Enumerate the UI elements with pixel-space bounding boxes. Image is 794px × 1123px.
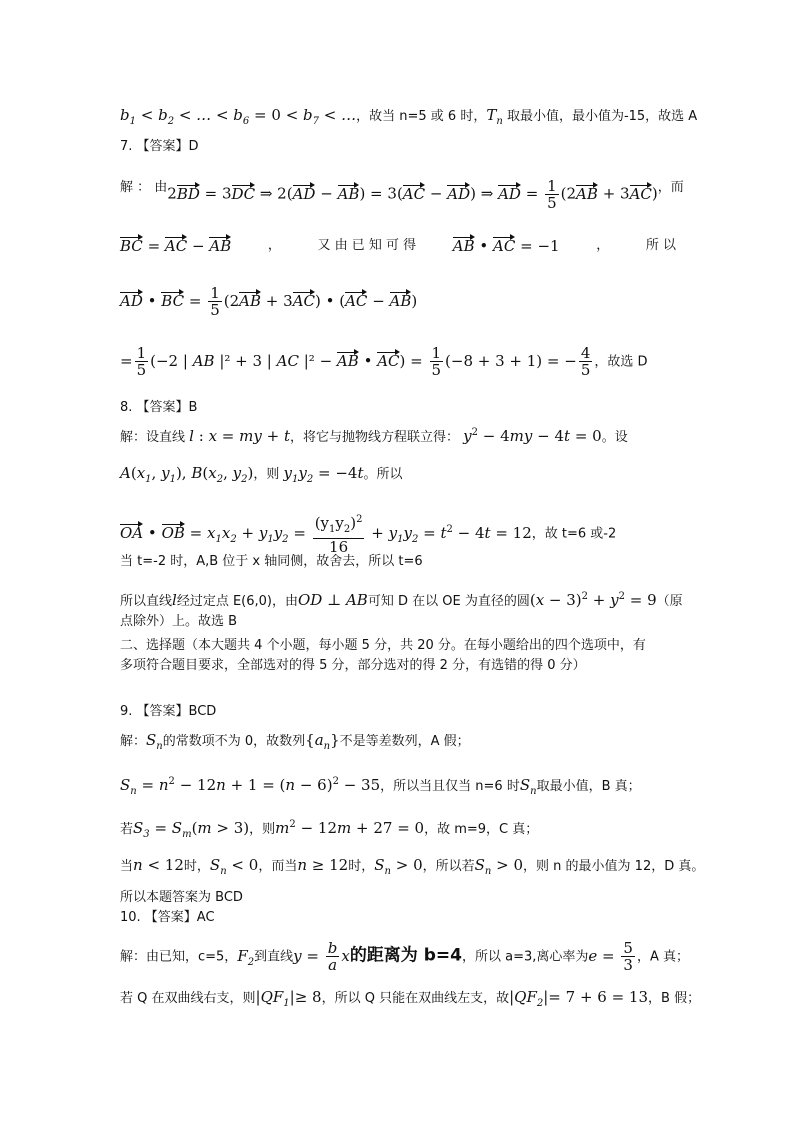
math-n-lt-12: n < 12: [133, 856, 184, 874]
math-bc: BC = AC − AB: [120, 237, 232, 255]
q9-line-4: 当n < 12时，$S_n < 0$，而当n ≥ 12时，$S_n > 0$，所以若$S_n > 0$，则 n 的最小值为 12，D 真。: [120, 856, 705, 877]
math-ab-dot-ac: AB • AC = −1: [452, 237, 560, 255]
math-oa-dot-ob: OA • OB = $x_1x_2 + y_1y_2$ = $\frac{(y_1y_2)^2}{16}$ + $y_1y_2 = t^2 - 4t = 12$: [120, 514, 532, 556]
math-m-eq: $m^2 - 12m + 27 = 0$: [275, 819, 425, 837]
math-circle-eq: $(x - 3)^2 + y^2 = 9$: [529, 591, 657, 609]
math-f2: $F_2$: [237, 946, 255, 968]
math-tn: $T_n$: [486, 106, 503, 127]
math-sn-2: $S_n$: [519, 776, 537, 797]
math-n-ge-12: n ≥ 12: [297, 856, 349, 874]
math-q7-result: = $\frac{1}{5}$ (−2 | AB |² + 3 | AC |² − AB • AC) = $\frac{1}{5}$ (−8 + 3 + 1) = − $\frac{4}{5}$: [120, 344, 591, 379]
math-sn: $S_n$: [146, 731, 163, 752]
math-ad-dot-bc: AD • BC = $\frac{1}{5}$ (2AB + 3AC) • (AC − AB): [120, 284, 418, 319]
q10-line-2: 若 Q 在双曲线右支，则$|QF_1|\ge 8$，所以 Q 只能在双曲线左支，故$|QF_2|= 7 + 6 = 13$，B 假；: [120, 988, 701, 1009]
q7-line-3: [120, 285, 680, 318]
q7-line-1: 解 ： 由 2BD = 3DC ⇒ 2(AD − AB) = 3(AC − AD) ⇒ AD = $\frac{1}{5}$ (2AB + 3AC) ， 而: [120, 177, 684, 212]
q9-line-2: $S_n = n^2 - 12n + 1 = (n - 6)^2 - 35$，所以当且仅当 n=6 时$S_n$取最小值，B 真；: [120, 776, 641, 797]
math-points-ab: $A(x_1$, $y_1$), $B(x_2$, $y_2$): [120, 464, 254, 485]
math-q7-vector-eq: 2BD = 3DC ⇒ 2(AD − AB) = 3(AC − AD) ⇒ AD = $\frac{1}{5}$ (2AB + 3AC): [167, 177, 658, 212]
q8-line-6: 点除外）上。故选 B: [120, 614, 238, 629]
q7-line-2: BC = AC − AB ， 又 由 已 知 可 得 AB • AC = −1 ， 所 以: [120, 237, 676, 255]
section-2-line-1: 二、选择题（本大题共 4 个小题，每小题 5 分，共 20 分。在每小题给出的四个选项中，有: [120, 638, 646, 653]
q7-heading: 7. 【答案】D: [120, 139, 199, 154]
q9-line-5: 所以本题答案为 BCD: [120, 890, 243, 905]
q8-line-1: 解：设直线 l : x = my + t，将它与抛物线方程联立得： $y^2 - 4my - 4t = 0$。设: [120, 427, 628, 445]
math-od-perp-ab: OD ⊥ AB: [298, 591, 368, 609]
q8-line-5: 所以直线l经过定点 E(6,0)，由OD ⊥ AB可知 D 在以 OE 为直径的圆$(x - 3)^2 + y^2 = 9$（原: [120, 591, 683, 609]
math-sn-lt-0: $S_n < 0$: [209, 856, 259, 877]
q8-line-2: $A(x_1$, $y_1$), $B(x_2$, $y_2$)，则 $y_1y_2 = -4t$。所以: [120, 464, 403, 485]
q8-heading: 8. 【答案】B: [120, 400, 198, 415]
math-qf1: $|QF_1|\ge 8$: [255, 988, 322, 1009]
math-l: l: [172, 591, 177, 609]
math-eccentricity: e = $\frac{5}{3}$: [588, 939, 633, 974]
line-1: $b_1 < b_2$ < … < $b_6 = 0 < b_7$ < …，故当 n=5 或 6 时，$T_n$ 取最小值，最小值为-15，故选 A: [120, 106, 698, 127]
math-sn-gt-0-2: $S_n > 0$: [474, 856, 524, 877]
math-line-l: l : x = my + t: [189, 427, 290, 445]
math-y1y2: $y_1y_2 = -4t$: [283, 464, 364, 485]
section-2-line-2: 多项符合题目要求，全部选对的得 5 分，部分选对的得 2 分，有选错的得 0 分）: [120, 658, 586, 673]
math-qf2: $|QF_2|= 7 + 6 = 13$: [509, 988, 649, 1009]
math-asymptote: y = $\frac{b}{a}$ x: [293, 939, 350, 974]
q8-line-3: OA • OB = $x_1x_2 + y_1y_2$ = $\frac{(y_1y_2)^2}{16}$ + $y_1y_2 = t^2 - 4t = 12$，故 t=6 或-2: [120, 514, 617, 556]
q9-line-1: 解：$S_n$的常数项不为 0，故数列$\{a_n\}$不是等差数列，A 假；: [120, 731, 470, 752]
math-an-seq: $\{a_n\}$: [305, 731, 340, 752]
q9-heading: 9. 【答案】BCD: [120, 704, 217, 719]
q9-line-3: 若$S_3 = S_m(m > 3)$，则$m^2 - 12m + 27 = 0$，故 m=9，C 真；: [120, 819, 539, 840]
q10-heading: 10. 【答案】AC: [120, 910, 215, 925]
q7-line-4: = $\frac{1}{5}$ (−2 | AB |² + 3 | AC |² − AB • AC) = $\frac{1}{5}$ (−8 + 3 + 1) = − $\frac{4}{5}$ ，故选 D: [120, 344, 648, 379]
q10-line-1: 解：由已知，c=5，$F_2$到直线y = $\frac{b}{a}$ x的距离为 b=4，所以 a=3,离心率为e = $\frac{5}{3}$ ，A 真；: [120, 939, 689, 974]
q8-line-4: 当 t=-2 时，A,B 位于 x 轴同侧，故舍去，所以 t=6: [120, 554, 423, 569]
math-sn-gt-0: $S_n > 0$: [374, 856, 423, 877]
math-b-inequality: $b_1 < b_2$ < … < $b_6 = 0 < b_7$ < …: [120, 106, 357, 127]
math-sn-formula: $S_n = n^2 - 12n + 1 = (n - 6)^2 - 35$: [120, 776, 381, 797]
math-parabola-eq: $y^2 - 4my - 4t = 0$: [463, 427, 602, 445]
math-s3-sm: $S_3 = S_m(m > 3)$: [133, 819, 250, 840]
